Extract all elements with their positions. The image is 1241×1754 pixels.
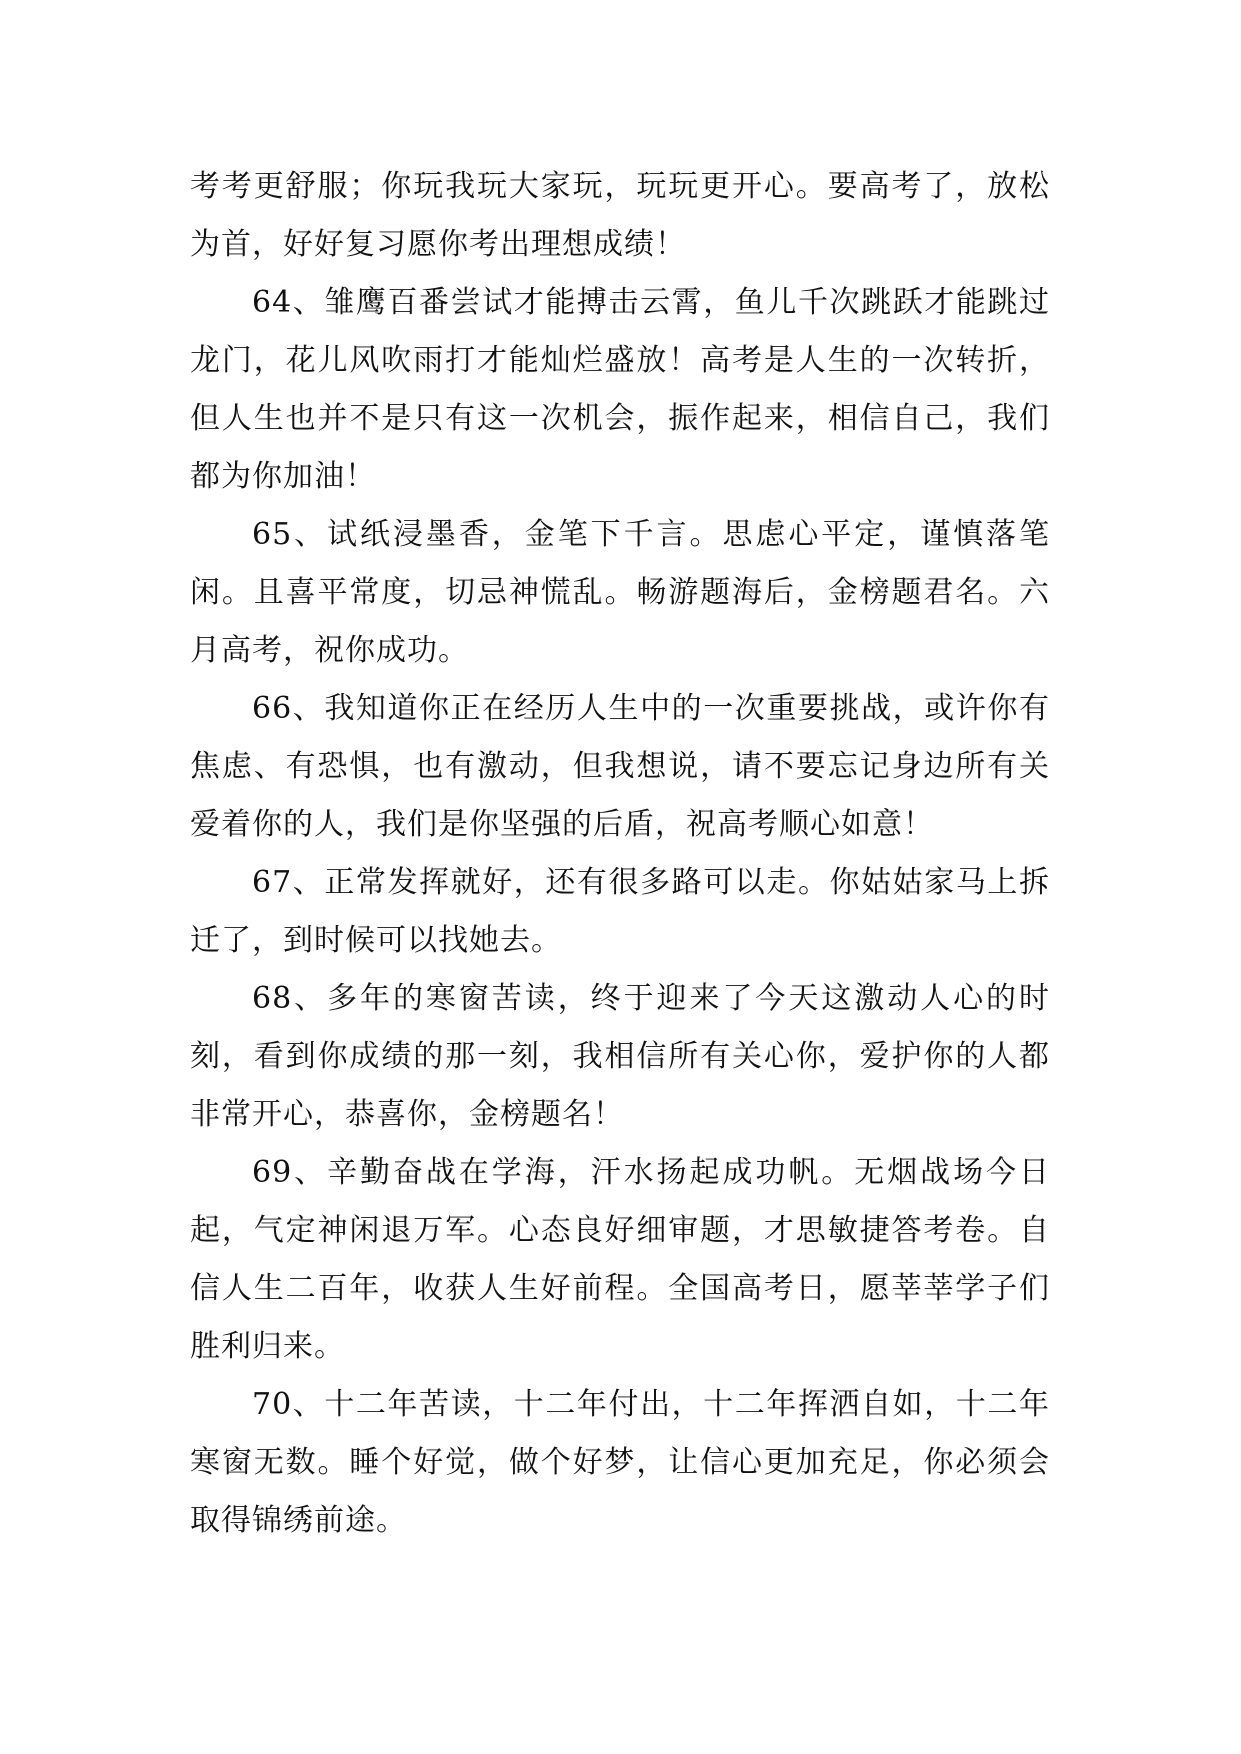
paragraph-68: 68、多年的寒窗苦读，终于迎来了今天这激动人心的时刻，看到你成绩的那一刻，我相信所有关心你，爱护你的人都非常开心，恭喜你，金榜题名！ [190, 981, 1050, 1132]
paragraph-70: 70、十二年苦读，十二年付出，十二年挥洒自如，十二年寒窗无数。睡个好觉，做个好梦，让信心更加充足，你必须会取得锦绣前途。 [190, 1387, 1050, 1538]
paragraph-64: 64、雏鹰百番尝试才能搏击云霄，鱼儿千次跳跃才能跳过龙门，花儿风吹雨打才能灿烂盛放！高考是人生的一次转折，但人生也并不是只有这一次机会，振作起来，相信自己，我们都为你加油！ [190, 285, 1050, 494]
paragraph-65: 65、试纸浸墨香，金笔下千言。思虑心平定，谨慎落笔闲。且喜平常度，切忌神慌乱。畅游题海后，金榜题君名。六月高考，祝你成功。 [190, 517, 1050, 668]
paragraph-66: 66、我知道你正在经历人生中的一次重要挑战，或许你有焦虑、有恐惧，也有激动，但我想说，请不要忘记身边所有关爱着你的人，我们是你坚强的后盾，祝高考顺心如意！ [190, 691, 1050, 842]
paragraph-69: 69、辛勤奋战在学海，汗水扬起成功帆。无烟战场今日起，气定神闲退万军。心态良好细审题，才思敏捷答考卷。自信人生二百年，收获人生好前程。全国高考日，愿莘莘学子们胜利归来。 [190, 1155, 1050, 1364]
paragraph-continuation: 考考更舒服；你玩我玩大家玩，玩玩更开心。要高考了，放松为首，好好复习愿你考出理想成绩！ [190, 169, 1050, 262]
paragraph-67: 67、正常发挥就好，还有很多路可以走。你姑姑家马上拆迁了，到时候可以找她去。 [190, 865, 1050, 958]
document-body [190, 158, 1050, 1550]
